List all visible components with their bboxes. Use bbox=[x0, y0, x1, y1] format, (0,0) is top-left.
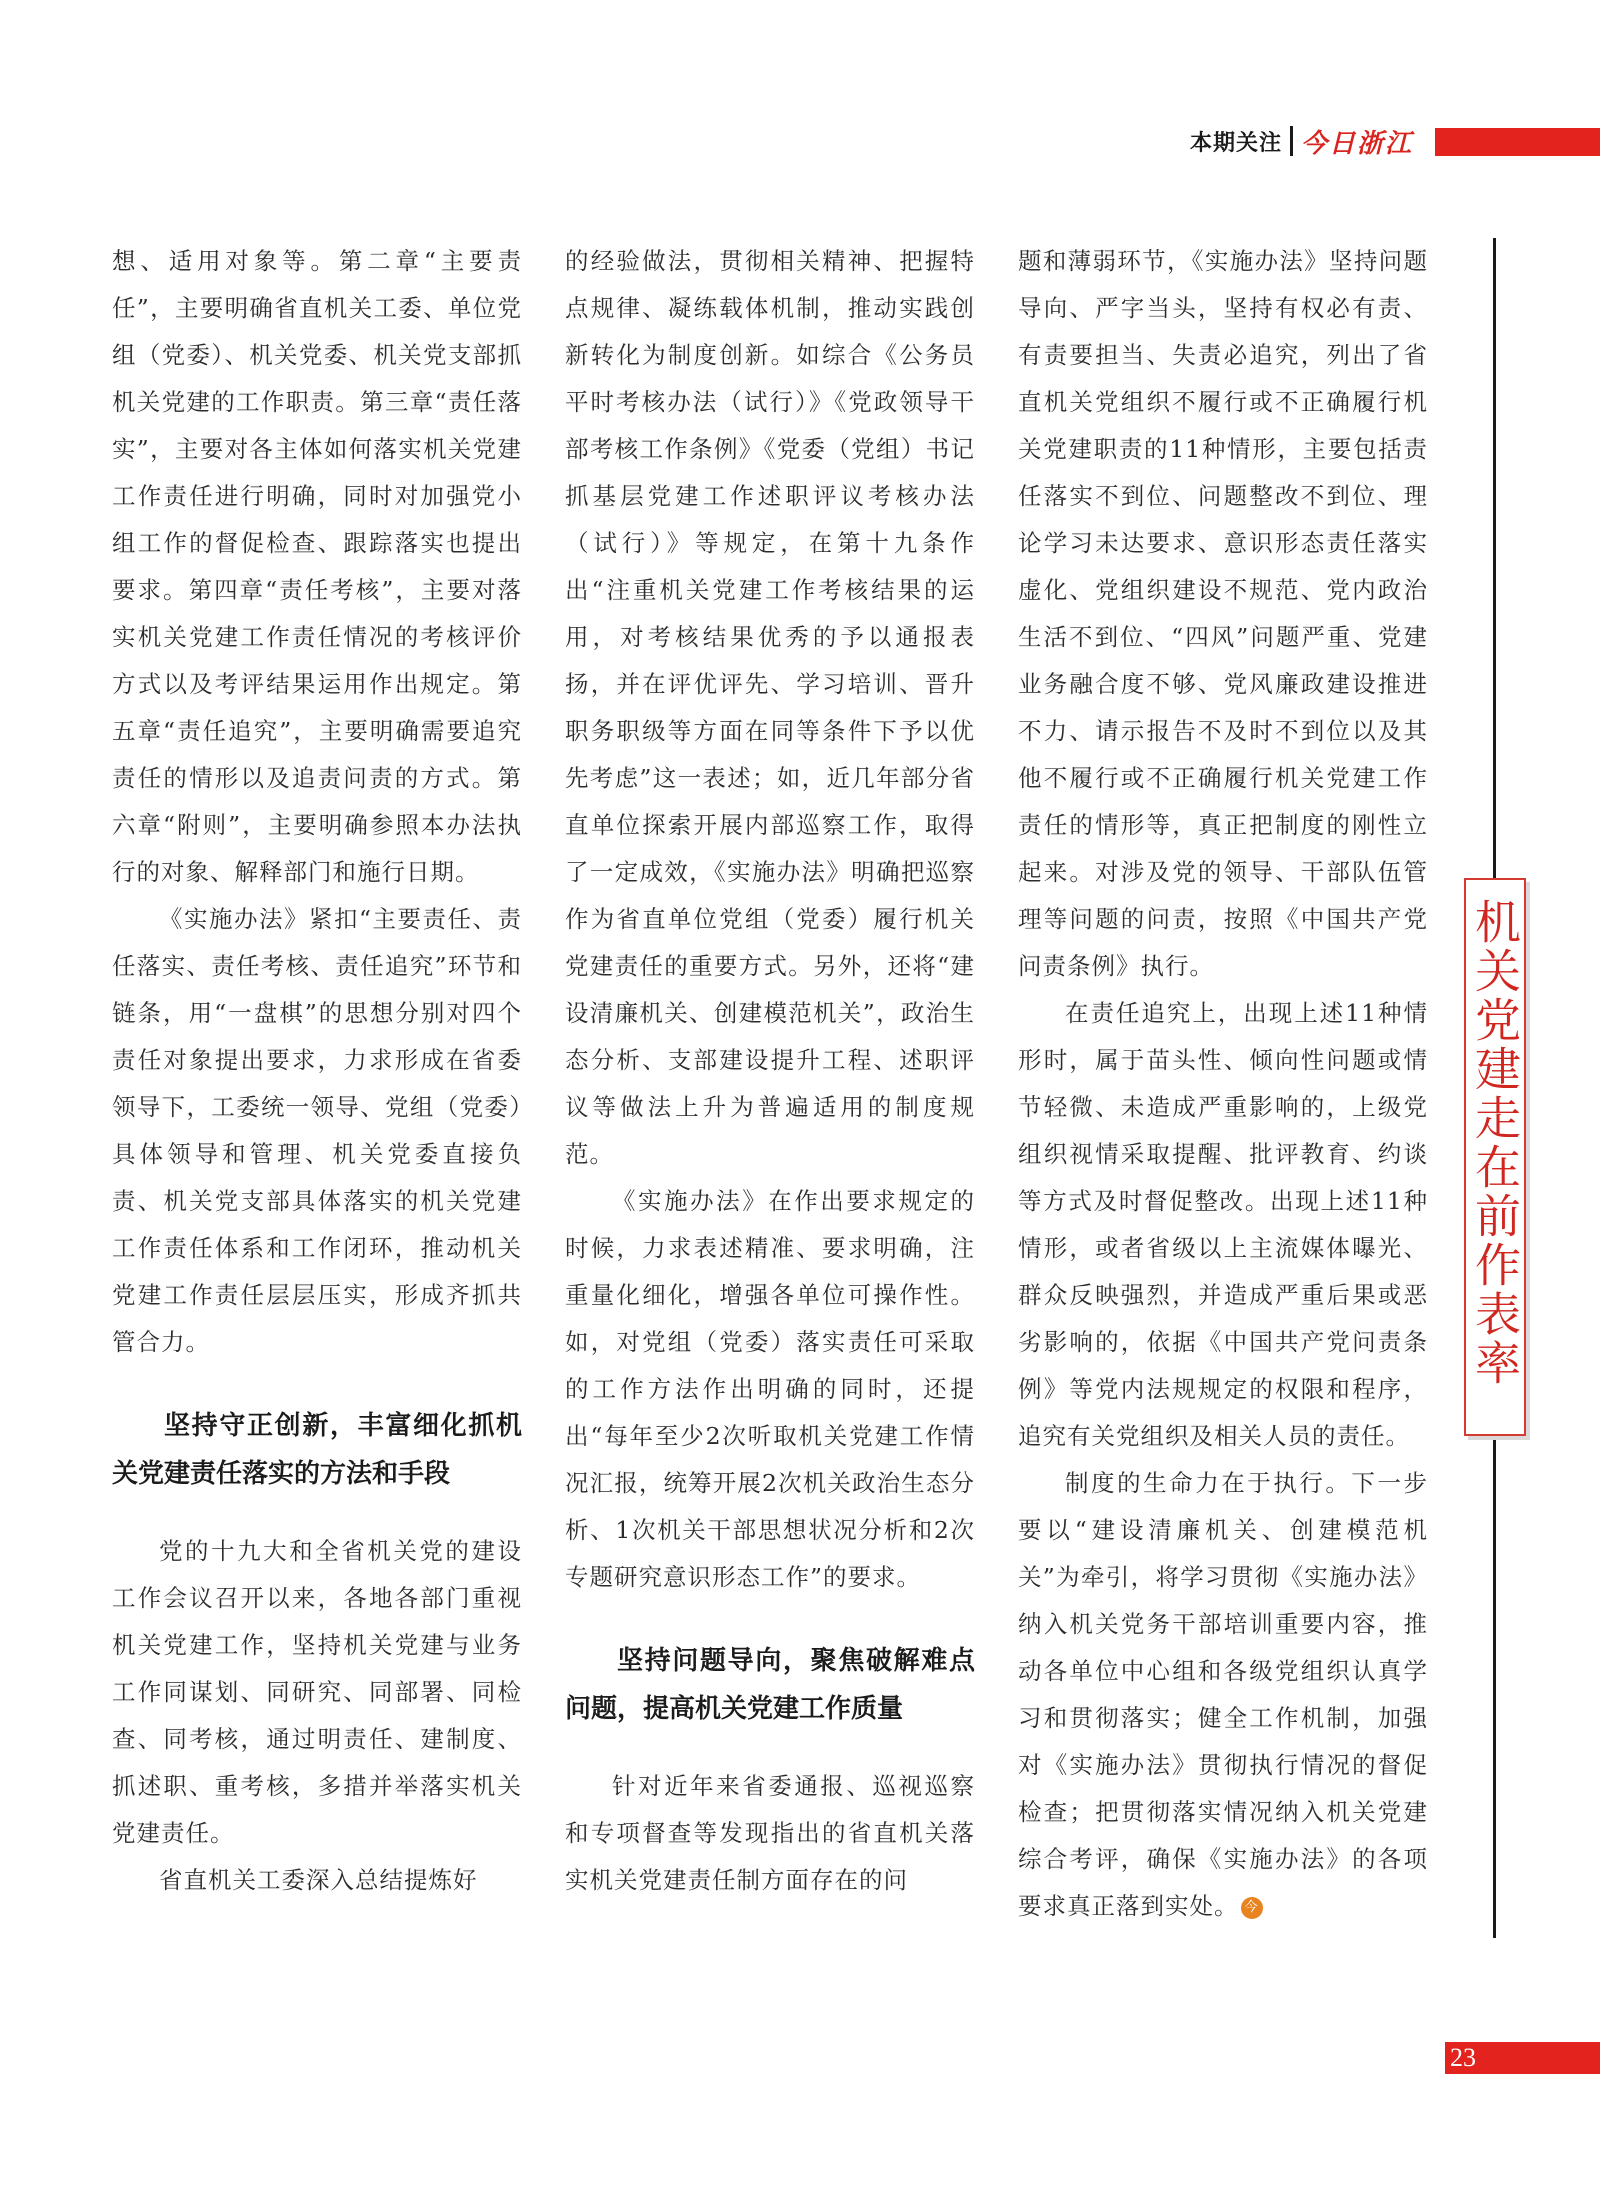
article-column-2 bbox=[565, 238, 975, 1904]
spacer bbox=[565, 1601, 975, 1637]
header-red-bar bbox=[1435, 128, 1600, 156]
article-column-1 bbox=[112, 238, 522, 1904]
paragraph: 省直机关工委深入总结提炼好 bbox=[159, 1866, 478, 1894]
article-end-mark-icon: 今 bbox=[1241, 1897, 1263, 1919]
spacer bbox=[565, 1733, 975, 1763]
paragraph: 《实施办法》在作出要求规定的时候，力求表述精准、要求明确，注重量化细化，增强各单位可操作性。如，对党组（党委）落实责任可采取的工作方法作出明确的同时，还提出“每年至少2次听取机关党建工作情况汇报，统筹开展2次机关政治生态分析、1次机关干部思想状况分析和2次专题研究意识形态工作”的要求。 bbox=[565, 1187, 975, 1591]
paragraph: 想、适用对象等。第二章“主要责任”，主要明确省直机关工委、单位党组（党委）、机关党委、机关党支部抓机关党建的工作职责。第三章“责任落实”，主要对各主体如何落实机关党建工作责任进行明确，同时对加强党小组工作的督促检查、跟踪落实也提出要求。第四章“责任考核”，主要对落实机关党建工作责任情况的考核评价方式以及考评结果运用作出规定。第五章“责任追究”，主要明确需要追究责任的情形以及追责问责的方式。第六章“附则”，主要明确参照本办法执行的对象、解释部门和施行日期。 bbox=[112, 247, 522, 886]
paragraph: 党的十九大和全省机关党的建设工作会议召开以来，各地各部门重视机关党建工作，坚持机关党建与业务工作同谋划、同研究、同部署、同检查、同考核，通过明责任、建制度、抓述职、重考核，多措并举落实机关党建责任。 bbox=[112, 1537, 522, 1847]
paragraph bbox=[1018, 1460, 1428, 1930]
paragraph: 题和薄弱环节，《实施办法》坚持问题导向、严字当头，坚持有权必有责、有责要担当、失责必追究，列出了省直机关党组织不履行或不正确履行机关党建职责的11种情形，主要包括责任落实不到位、问题整改不到位、理论学习未达要求、意识形态责任落实虚化、党组织建设不规范、党内政治生活不到位、“四风”问题严重、党建业务融合度不够、党风廉政建设推进不力、请示报告不及时不到位以及其他不履行或不正确履行机关党建工作责任的情形等，真正把制度的刚性立起来。对涉及党的领导、干部队伍管理等问题的问责，按照《中国共产党问责条例》执行。 bbox=[1018, 247, 1428, 980]
paragraph: 针对近年来省委通报、巡视巡察和专项督查等发现指出的省直机关落实机关党建责任制方面存在的问 bbox=[565, 1772, 975, 1894]
article-column-3 bbox=[1018, 238, 1428, 1930]
section-heading: 坚持守正创新，丰富细化抓机关党建责任落实的方法和手段 bbox=[112, 1411, 522, 1489]
paragraph: 的经验做法，贯彻相关精神、把握特点规律、凝练载体机制，推动实践创新转化为制度创新。如综合《公务员平时考核办法（试行）》《党政领导干部考核工作条例》《党委（党组）书记抓基层党建工作述职评议考核办法（试行）》等规定，在第十九条作出“注重机关党建工作考核结果的运用，对考核结果优秀的予以通报表扬，并在评优评先、学习培训、晋升职务职级等方面在同等条件下予以优先考虑”这一表述；如，近几年部分省直单位探索开展内部巡察工作，取得了一定成效，《实施办法》明确把巡察作为省直单位党组（党委）履行机关党建责任的重要方式。另外，还将“建设清廉机关、创建模范机关”，政治生态分析、支部建设提升工程、述职评议等做法上升为普遍适用的制度规范。 bbox=[565, 247, 975, 1168]
header-separator bbox=[1290, 126, 1293, 156]
page-number: 23 bbox=[1450, 2043, 1476, 2072]
magazine-brand-logo: 今日浙江 bbox=[1301, 128, 1414, 159]
column-side-title bbox=[1464, 878, 1526, 1436]
spacer bbox=[112, 1498, 522, 1528]
spacer bbox=[112, 1366, 522, 1402]
section-heading: 坚持问题导向，聚焦破解难点问题，提高机关党建工作质量 bbox=[565, 1646, 975, 1724]
page-header bbox=[1190, 124, 1413, 158]
side-title-text: 机关党建走在前作表率 bbox=[1468, 898, 1522, 1388]
paragraph: 在责任追究上，出现上述11种情形时，属于苗头性、倾向性问题或情节轻微、未造成严重影响的，上级党组织视情采取提醒、批评教育、约谈等方式及时督促整改。出现上述11种情形，或者省级以上主流媒体曝光、群众反映强烈，并造成严重后果或恶劣影响的，依据《中国共产党问责条例》等党内法规规定的权限和程序，追究有关党组织及相关人员的责任。 bbox=[1018, 999, 1428, 1450]
paragraph-text: 制度的生命力在于执行。下一步要以“建设清廉机关、创建模范机关”为牵引，将学习贯彻《实施办法》纳入机关党务干部培训重要内容，推动各单位中心组和各级党组织认真学习和贯彻落实；健全工作机制，加强对《实施办法》贯彻执行情况的督促检查；把贯彻落实情况纳入机关党建综合考评，确保《实施办法》的各项要求真正落到实处。 bbox=[1018, 1469, 1428, 1920]
paragraph: 《实施办法》紧扣“主要责任、责任落实、责任考核、责任追究”环节和链条，用“一盘棋”的思想分别对四个责任对象提出要求，力求形成在省委领导下，工委统一领导、党组（党委）具体领导和管理、机关党委直接负责、机关党支部具体落实的机关党建工作责任体系和工作闭环，推动机关党建工作责任层层压实，形成齐抓共管合力。 bbox=[112, 905, 522, 1356]
column-label: 本期关注 bbox=[1190, 130, 1283, 156]
